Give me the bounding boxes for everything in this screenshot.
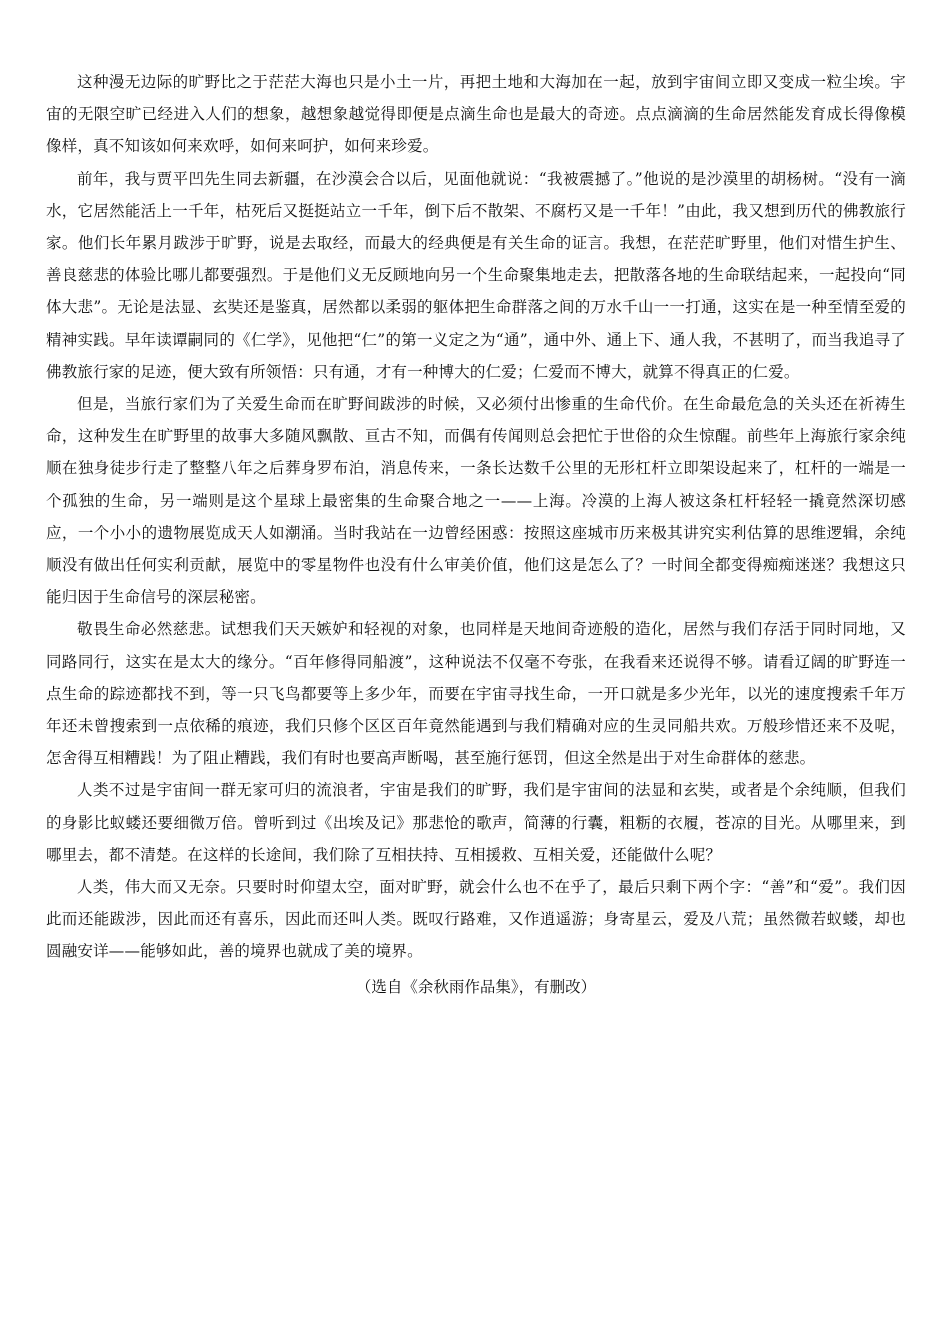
paragraph-3: 但是，当旅行家们为了关爱生命而在旷野间跋涉的时候，又必须付出惨重的生命代价。在生命最危急的关头还在祈祷生命，这种发生在旷野里的故事大多随风飘散、亘古不知，而偶有传闻则总会把忙于世俗的众生惊醒。前些年上海旅行家余纯顺在独身徒步行走了整整八年之后葬身罗布泊，消息传来，一条长达数千公里的无形杠杆立即架设起来了，杠杆的一端是一个孤独的生命，另一端则是这个星球上最密集的生命聚合地之一——上海。冷漠的上海人被这条杠杆轻轻一撬竟然深切感应，一个小小的遗物展览成天人如潮涌。当时我站在一边曾经困惑：按照这座城市历来极其讲究实利估算的思维逻辑，余纯顺没有做出任何实利贡献，展览中的零星物件也没有什么审美价值，他们这是怎么了？一时间全都变得痴痴迷迷？我想这只能归因于生命信号的深层秘密。 [46,395,906,607]
paragraph-1: 这种漫无边际的旷野比之于茫茫大海也只是小土一片，再把土地和大海加在一起，放到宇宙间立即又变成一粒尘埃。宇宙的无限空旷已经进入人们的想象，越想象越觉得即便是点滴生命也是最大的奇迹。点点滴滴的生命居然能发育成长得像模像样，真不知该如何来欢呼，如何来呵护，如何来珍爱。 [46,73,906,156]
paragraph-5: 人类不过是宇宙间一群无家可归的流浪者，宇宙是我们的旷野，我们是宇宙间的法显和玄奘，或者是个余纯顺，但我们的身影比蚁蝼还要细微万倍。曾听到过《出埃及记》那悲怆的歌声，简薄的行囊，粗粝的衣履，苍凉的目光。从哪里来，到哪里去，都不清楚。在这样的长途间，我们除了互相扶持、互相援救、互相关爱，还能做什么呢？ [46,781,906,864]
paragraph-2: 前年，我与贾平凹先生同去新疆，在沙漠会合以后，见面他就说：“我被震撼了。”他说的是沙漠里的胡杨树。“没有一滴水，它居然能活上一千年，枯死后又挺挺站立一千年，倒下后不散架、不腐朽又是一千年！”由此，我又想到历代的佛教旅行家。他们长年累月跋涉于旷野，说是去取经，而最大的经典便是有关生命的证言。我想，在茫茫旷野里，他们对惜生护生、善良慈悲的体验比哪儿都要强烈。于是他们义无反顾地向另一个生命聚集地走去，把散落各地的生命联结起来，一起投向“同体大悲”。无论是法显、玄奘还是鉴真，居然都以柔弱的躯体把生命群落之间的万水千山一一打通，这实在是一种至情至爱的精神实践。早年读谭嗣同的《仁学》，见他把“仁”的第一义定之为“通”，通中外、通上下、通人我，不甚明了，而当我追寻了佛教旅行家的足迹，便大致有所领悟：只有通，才有一种博大的仁爱；仁爱而不博大，就算不得真正的仁爱。 [46,169,906,381]
source-citation: （选自《余秋雨作品集》，有删改） [355,977,597,996]
paragraph-6: 人类，伟大而又无奈。只要时时仰望太空，面对旷野，就会什么也不在乎了，最后只剩下两个字：“善”和“爱”。我们因此而还能跋涉，因此而还有喜乐，因此而还叫人类。既叹行路难，又作逍遥游；身寄星云，爱及八荒；虽然微若蚁蝼，却也圆融安详——能够如此，善的境界也就成了美的境界。 [46,878,906,961]
paragraph-4: 敬畏生命必然慈悲。试想我们天天嫉妒和轻视的对象，也同样是天地间奇迹般的造化，居然与我们存活于同时同地，又同路同行，这实在是太大的缘分。“百年修得同船渡”，这种说法不仅毫不夸张，在我看来还说得不够。请看辽阔的旷野连一点生命的踪迹都找不到，等一只飞鸟都要等上多少年，而要在宇宙寻找生命，一开口就是多少光年，以光的速度搜索千年万年还未曾搜索到一点依稀的痕迹，我们只修个区区百年竟然能遇到与我们精确对应的生灵同船共欢。万般珍惜还来不及呢，怎舍得互相糟践！为了阻止糟践，我们有时也要高声断喝，甚至施行惩罚，但这全然是出于对生命群体的慈悲。 [46,620,906,768]
document-page [46,66,906,1000]
